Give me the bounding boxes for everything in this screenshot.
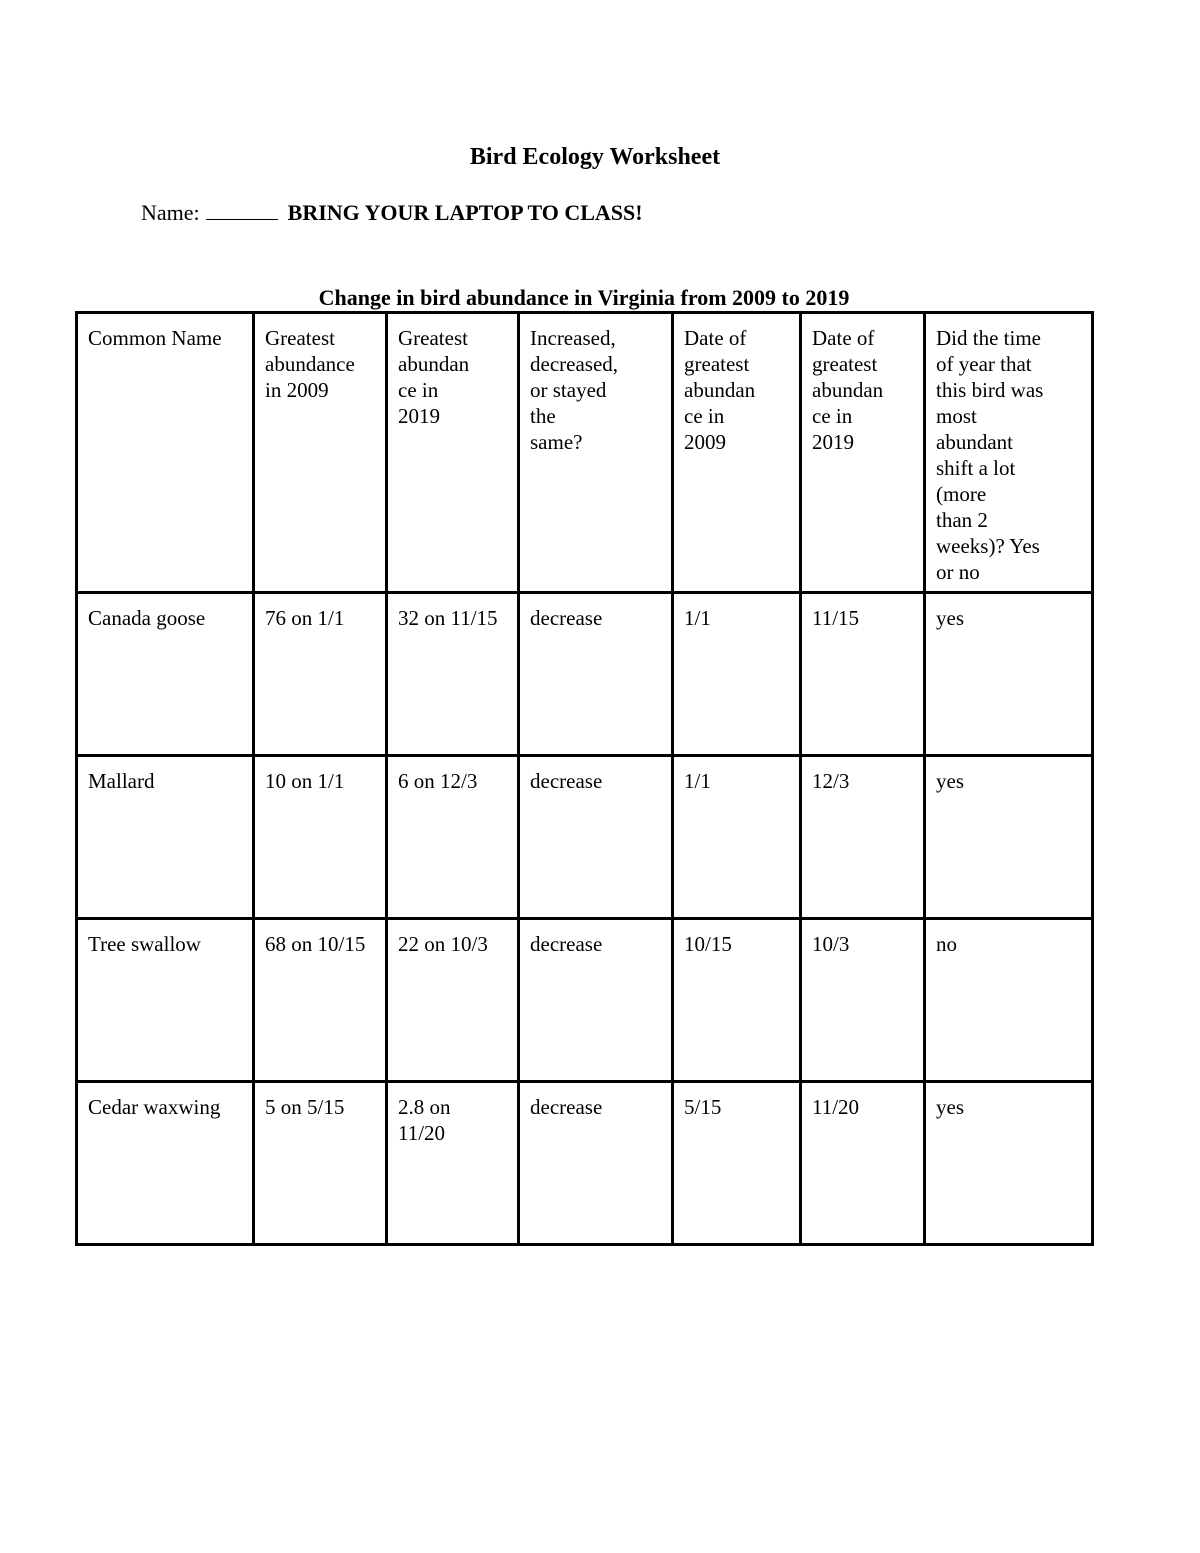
header-row xyxy=(77,313,1093,593)
table-cell: yes xyxy=(925,756,1093,919)
table-cell: 32 on 11/15 xyxy=(387,593,519,756)
table-row xyxy=(77,1082,1093,1245)
table-caption: Change in bird abundance in Virginia from 2009 to 2019 xyxy=(318,285,850,310)
table-cell: 2.8 on 11/20 xyxy=(387,1082,519,1245)
column-header xyxy=(254,313,387,593)
table-cell: decrease xyxy=(519,1082,673,1245)
column-header-label: Greatest abundan ce in 2019 xyxy=(398,326,470,428)
column-header xyxy=(925,313,1093,593)
table-cell: yes xyxy=(925,1082,1093,1245)
table-cell: 68 on 10/15 xyxy=(254,919,387,1082)
table-cell: decrease xyxy=(519,919,673,1082)
bird-abundance-table xyxy=(75,311,1094,1246)
laptop-notice: BRING YOUR LAPTOP TO CLASS! xyxy=(287,200,643,225)
column-header-label: Did the time of year that this bird was most abundant shift a lot (more than 2 weeks)? Yes or no xyxy=(936,326,1044,584)
table-cell: no xyxy=(925,919,1093,1082)
column-header xyxy=(673,313,801,593)
table-cell: Cedar waxwing xyxy=(77,1082,254,1245)
table-cell: Tree swallow xyxy=(77,919,254,1082)
table-row xyxy=(77,756,1093,919)
table-cell: 10 on 1/1 xyxy=(254,756,387,919)
column-header xyxy=(77,313,254,593)
table-cell: 1/1 xyxy=(673,593,801,756)
table-cell: 10/3 xyxy=(801,919,925,1082)
table-cell: 1/1 xyxy=(673,756,801,919)
table-cell: Canada goose xyxy=(77,593,254,756)
table-cell: 5/15 xyxy=(673,1082,801,1245)
column-header-label: Common Name xyxy=(88,326,222,350)
column-header-label: Date of greatest abundan ce in 2009 xyxy=(684,326,756,454)
name-blank-field[interactable] xyxy=(206,201,278,220)
table-cell: 12/3 xyxy=(801,756,925,919)
table-cell: decrease xyxy=(519,756,673,919)
column-header xyxy=(387,313,519,593)
column-header xyxy=(801,313,925,593)
table-cell: 5 on 5/15 xyxy=(254,1082,387,1245)
table-cell: 6 on 12/3 xyxy=(387,756,519,919)
table-row xyxy=(77,593,1093,756)
column-header-label: Increased, decreased, or stayed the same? xyxy=(530,326,619,454)
page-title: Bird Ecology Worksheet xyxy=(469,144,721,170)
table-row xyxy=(77,919,1093,1082)
table-cell: 10/15 xyxy=(673,919,801,1082)
table-cell: Mallard xyxy=(77,756,254,919)
table-cell: 22 on 10/3 xyxy=(387,919,519,1082)
name-label: Name: xyxy=(141,200,200,225)
table-cell: 76 on 1/1 xyxy=(254,593,387,756)
column-header xyxy=(519,313,673,593)
column-header-label: Date of greatest abundan ce in 2019 xyxy=(812,326,884,454)
table-cell: yes xyxy=(925,593,1093,756)
table-cell: 11/20 xyxy=(801,1082,925,1245)
column-header-label: Greatest abundance in 2009 xyxy=(265,326,355,402)
table-cell: 11/15 xyxy=(801,593,925,756)
table-body xyxy=(77,313,1093,1245)
name-line xyxy=(141,199,643,227)
table-cell: decrease xyxy=(519,593,673,756)
